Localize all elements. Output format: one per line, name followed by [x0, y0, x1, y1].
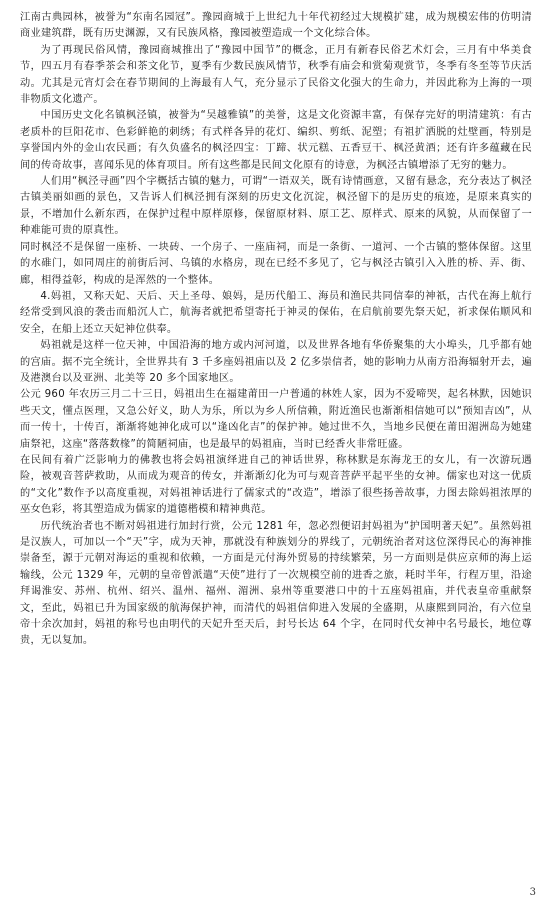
paragraph-7: 妈祖就是这样一位天神，中国沿海的地方或内河河道，以及世界各地有华侨聚集的大小埠头，几乎都有她的宫庙。据不完全统计，全世界共有 3 千多座妈祖庙以及 2 亿多崇信者，她的影响力从南方沿海辐射开去，遍及港澳台以及亚洲、北美等 20 多个国家地区。 [20, 340, 532, 384]
paragraph-3: 中国历史文化名镇枫泾镇，被誉为“吴越雅镇”的美誉，这是文化资源丰富，有保存完好的明清建筑：有古老质朴的巨阳花市、色彩鲜艳的刺绣；有式样各异的花灯、编织、剪纸、泥塑；有祖扩洒脱的灶壁画，特别是享誉国内外的金山农民画；有久负盛名的枫泾四宝：丁蹄、状元糕、五香豆干、枫泾黄酒；还有许多蕴藏在民间的传奇故事，喜闻乐见的体育项目。所有这些都是民间文化原有的诗意，为枫泾古镇增添了无穷的魅力。 [20, 110, 532, 171]
paragraph-10: 历代统治者也不断对妈祖进行加封行赏，公元 1281 年，忽必烈便诏封妈祖为“护国明著天妃”。虽然妈祖是汉族人，可加以一个“天”字，成为天神，那就没有种族划分的界线了，元朝统治者对这位深得民心的海神推崇备至，源于元朝对海运的重视和依赖，一方面是元付海外贸易的持续繁荣，另一方面则是供应京师的海上运输线，公元 1329 年，元朝的皇帝曾派遣“天使”进行了一次规模空前的进香之旅，耗时半年，行程万里，沿途拜谒淮安、苏州、杭州、绍兴、温州、福州、湄洲、泉州等重要港口中的十五座妈祖庙，并代表皇帝重献祭文，至此，妈祖已升为国家级的航海保护神，而清代的妈祖信仰进入发展的全盛期，从康熙到同治，有六位皇帝十余次加封，妈祖的称号也由明代的天妃升至天后，封号长达 64 个字，在同时代女神中名号最长，地位尊贵，无以复加。 [20, 520, 532, 647]
document-page [20, 10, 532, 878]
paragraph-5: 同时枫泾不是保留一座桥、一块砖、一个房子、一座庙祠，而是一条街、一道河、一个古镇的整体保留。这里的水碓门，如同周庄的前街后河、乌镇的水格房，现在已经不多见了，它与枫泾古镇引入入胜的桥、弄、街、廊，相得益彰，构成的是浑然的一个整体。 [20, 241, 532, 286]
paragraph-1: 江南古典园林，被誉为“东南名园冠”。豫园商城于上世纪九十年代初经过大规模扩建，成为规模宏伟的仿明清商业建筑群，既有历史渊源，又有民族风格，豫园被塑造成一个文化综合体。 [20, 12, 532, 40]
paragraph-2: 为了再现民俗风情，豫园商城推出了“豫园中国节”的概念，正月有新春民俗艺术灯会，三月有中华美食节，四五月有春季茶会和茶文化节，夏季有少数民族风情节，秋季有庙会和赏菊观赏节，冬季有冬至等节庆活动。尤其是元宵灯会在春节期间的上海最有人气，充分显示了民俗文化强大的生命力，并因此称为上海的一项非物质文化遗产。 [20, 44, 532, 106]
paragraph-9: 在民间有着广泛影响力的佛教也将会妈祖演绎进自己的神话世界，称林默是东海龙王的女儿，有一次游玩遇险，被观音菩萨救助，从而成为观音的传女，并渐渐幻化为可与观音菩萨平起平坐的女神。儒家也对这一优质的“文化”数作予以高度重视，对妈祖神话进行了儒家式的“改造”，增添了很些扬善故事，力图去除妈祖浓厚的巫女色彩，将其塑造成为儒家的道德楷模和精神典范。 [20, 454, 532, 516]
paragraph-8: 公元 960 年农历三月二十三日，妈祖出生在福建莆田一户普通的林姓人家，因为不爱啼哭，起名林默，因她识些天文，懂点医理，又急公好义，助人为乐，所以为乡人所信赖，附近渔民也渐渐相信她可以“预知吉凶”，从而一传十，十传百，渐渐将她神化成可以“逢凶化吉”的保护神。她过世不久，当地乡民便在莆田湄洲岛为她建庙祭祀，这座“落落数椽”的简陋祠庙，也是最早的妈祖庙，当时已经香火非常旺盛。 [20, 389, 532, 450]
paragraph-4: 人们用“枫泾寻画”四个字概括古镇的魅力，可谓“一语双关，既有诗情画意，又留有悬念，充分表达了枫泾古镇美丽如画的景色，又告诉人们枫泾拥有深刻的历史文化沉淀，枫泾留下的是历史的痕迹，是原来真实的景，不增加什么新东西，在保护过程中原样原修，保留原材料、原工艺、原样式、原来的风貌，从而保留了一种难能可贵的原真性。 [20, 176, 532, 237]
page-number: 3 [529, 887, 536, 898]
paragraph-6: 4.妈祖，又称天妃、天后、天上圣母、娘妈，是历代船工、海员和渔民共同信奉的神祇，古代在海上航行经常受到风浪的袭击而船沉人亡，航海者就把希望寄托于神灵的保佑，在启航前要先祭天妃，祈求保佑顺风和安全，在船上还立天妃神位供奉。 [20, 290, 532, 335]
